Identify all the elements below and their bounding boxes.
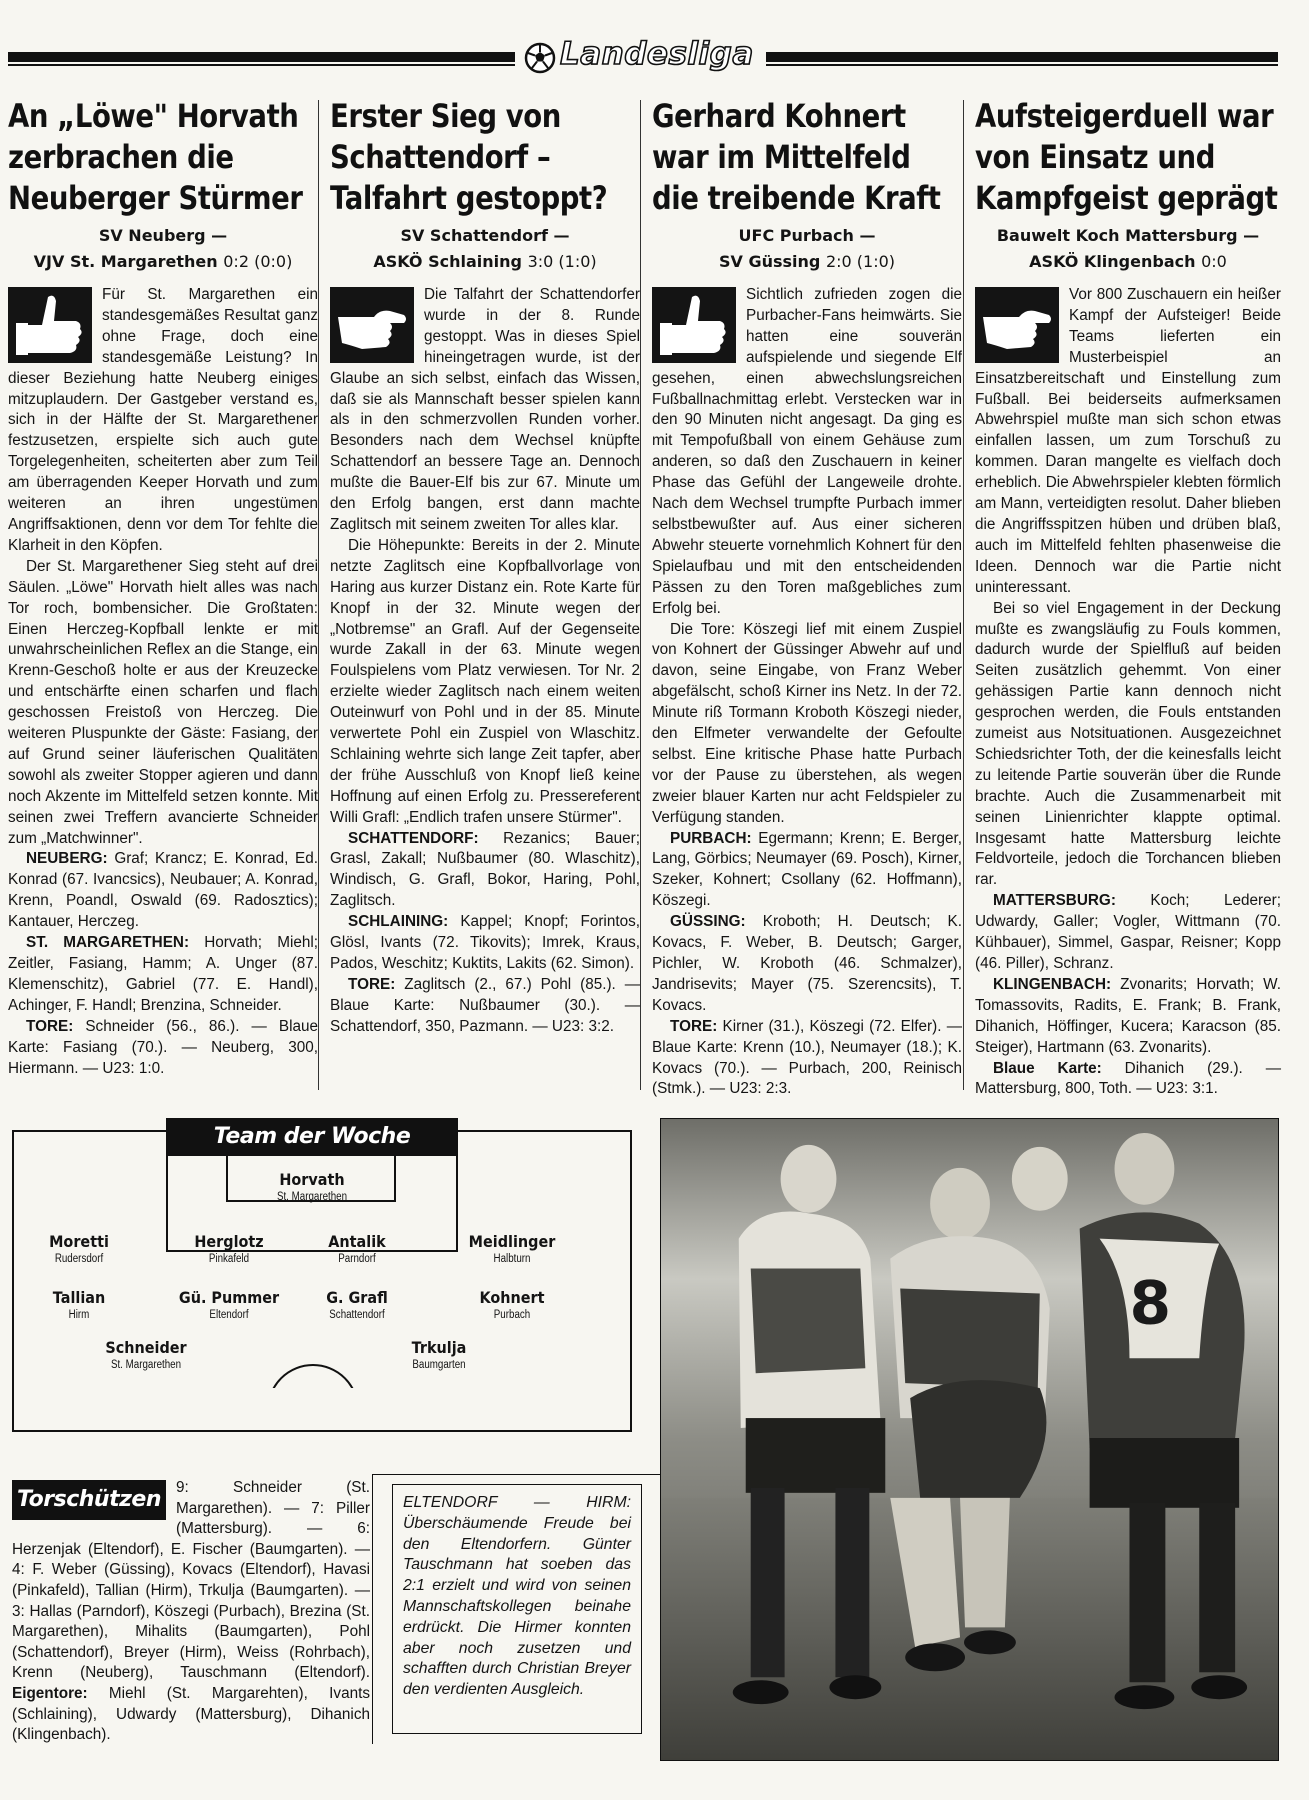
article-paragraph: Sichtlich zufrieden zogen die Purbacher-Fans heimwärts. Sie hatten eine souverän aufspielende und siegende Elf gesehen, einen abwechslungsreichen Fußballnachmittag erlebt. Verstecken war in den 90 Minuten nicht angesagt. Da ging es mit Tempofußball von einem Gehäuse zum anderen, so daß den Zuschauern in keiner Phase das Gefühl der Langeweile drohte. Nach dem Wechsel trumpfte Purbach immer selbstbewußter auf. Aus einer sicheren Abwehr steuerte vornehmlich Kohnert für den Spielaufbau und mit den entscheidenden Pässen zu den Toren maßgebliches zum Erfolg bei. [652,286,962,617]
player-name: G. Grafl [326,1288,388,1307]
player-name: Kohnert [479,1288,545,1307]
thumbs-up-icon [652,287,736,363]
player-club: Baumgarten [412,1359,466,1371]
match-score: 0:0 [1201,252,1227,271]
article-paragraph: Für St. Margarethen ein standesgemäßes Resultat ganz ohne Frage, doch eine standesgemäße Leistung? In dieser Beziehung hatte Neuberg einiges mitzuplaudern. Der Gastgeber verstand es, sich in der Hälfte der St. Margarethener festzusetzen, erspielte sich auch gute Torgelegenheiten, scheiterten aber zum Teil am überragenden Keeper Horvath und zum weiteren an ihren ungestümen Angriffsaktionen, denn vor dem Tor fehlte die Klarheit in den Köpfen. [8,286,318,554]
player-club: Parndorf [338,1253,376,1265]
player-club: St. Margarethen [276,1191,348,1203]
article-headline: Aufsteigerduell war von Einsatz und Kampfgeist geprägt [975,97,1278,217]
player-club: St. Margarethen [110,1359,182,1371]
player-club: Halbturn [493,1253,531,1265]
player-club: Pinkafeld [208,1253,250,1265]
match-result [975,223,1281,275]
team-lineup [330,975,640,1038]
lineup-players: Koch; Lederer; Udwardy, Galler; Vogler, Wittmann (70. Kühbauer), Simmel, Gaspar, Reisner; Kopp (46. Piller), Schranz. [975,892,1281,972]
player-club: Rudersdorf [54,1253,104,1265]
team-player [0,1232,164,1266]
team-player [227,1170,397,1204]
team-lineup [975,975,1281,1059]
celebration-photo-illustration [661,1119,1278,1760]
match-score: 2:0 (1:0) [825,252,896,271]
lineup-team: ST. MARGARETHEN: [26,934,190,952]
match-result [330,223,640,275]
home-team: Bauwelt Koch Mattersburg — [996,226,1260,245]
player-club: Schattendorf [329,1309,385,1321]
player-name: Gü. Pummer [178,1288,280,1307]
article-headline: An „Löwe" Horvath zerbrachen die Neuberger Stürmer [8,97,303,217]
article-paragraph: Der St. Margarethener Sieg steht auf drei Säulen. „Löwe" Horvath hielt alles was nach Tor roch, bombensicher. Die Großtaten: Einen Herczeg-Kopfball lenkte er mit unwahrscheinlichen Reflex an die Stange, ein Krenn-Geschoß holte er aus der Kreuzecke und entschärfte einen scharfen und flach geschossen Freistoß von Herczeg. Die weiteren Pluspunkte der Gäste: Fasiang, der auf Grund seiner läuferischen Qualitäten sowohl als zweiter Stopper agieren und dann noch Akzente im Mittelfeld setzen konnte. Mit seinen zwei Treffern avancierte Schneider zum „Matchwinner". [8,557,318,847]
team-lineup [975,891,1281,975]
team-lineup [330,912,640,975]
away-team: ASKÖ Klingenbach [1029,252,1196,271]
lineup-team: NEUBERG: [26,850,108,868]
team-player [427,1288,597,1322]
lineup-players: Dihanich (29.). — Mattersburg, 800, Toth. — U23: 3:1. [975,1059,1281,1098]
team-player [61,1338,231,1372]
team-lineup [652,829,962,913]
team-player [427,1232,597,1266]
article-headline: Gerhard Kohnert war im Mittelfeld die treibende Kraft [652,97,941,217]
article-2 [330,96,640,1038]
lineup-team: SCHATTENDORF: [348,829,479,847]
lineup-players: Schneider (56., 86.). — Blaue Karte: Fasiang (70.). — Neuberg, 300, Hiermann. — U23: 1:0. [8,1017,318,1077]
away-team: SV Güssing [718,252,821,271]
article-paragraph: Bei so viel Engagement in der Deckung mußte es zwangsläufig zu Fouls kommen, dadurch wurde der Spielfluß auf beiden Seiten zusätzlich gehemmt. Von einer gehässigen Partie kann dennoch nicht gesprochen werden, die Fouls entstanden zumeist aus Notsituationen. Ausgezeichnet Schiedsrichter Toth, der die keinesfalls leicht zu leitende Partie souverän über die Runde brachte. Auch die Zusammenarbeit mit seinen Linienrichter klappte optimal. Insgesamt hatte Mattersburg leichte Feldvorteile, jedoch die Torchancen blieben rar. [975,599,1281,889]
away-team: ASKÖ Schlaining [373,252,522,271]
player-club: Purbach [493,1309,531,1321]
team-lineup [8,1017,318,1080]
away-team: VJV St. Margarethen [33,252,218,271]
player-name: Schneider [105,1338,187,1357]
match-score: 0:2 (0:0) [223,252,293,271]
lineup-players: Egermann; Krenn; E. Berger, Lang, Görbics; Neumayer (69. Posch), Kirner, Szeker, Kohnert; Csollany (62. Hoffmann), Köszegi. [652,829,962,910]
lineup-team: TORE: [348,975,396,993]
lineup-team: GÜSSING: [670,913,746,931]
team-player [272,1232,442,1266]
scorers-title: Torschützen [12,1480,166,1520]
column-divider [318,100,319,1090]
lineup-players: Zaglitsch (2., 67.) Pohl (85.). — Blaue Karte: Nußbaumer (30.). — Schattendorf, 350, Pazmann. — U23: 3:2. [330,975,640,1035]
player-club: Eltendorf [209,1309,249,1321]
team-lineup [652,912,962,1017]
team-lineup [975,1059,1281,1101]
match-result [652,223,962,275]
lineup-team: PURBACH: [670,829,752,847]
team-player [272,1288,442,1322]
home-team: SV Schattendorf — [400,226,570,245]
section-masthead [8,36,1278,76]
own-goals-text: Miehl (St. Margarehten), Ivants (Schlaining), Udwardy (Mattersburg), Dihanich (Klingenbach). [12,1684,370,1744]
article-3 [652,96,962,1100]
article-paragraph: Vor 800 Zuschauern ein heißer Kampf der Aufsteiger! Beide Teams lieferten ein Musterbeispiel an Einsatzbereitschaft und Einstellung zum Fußball. Bei beiderseits aufmerksamen Abwehrspiel mußte man sich schon etwas einfallen lassen, um zum Torschuß zu kommen. Daran mangelte es vielfach doch erheblich. Die Abwehrspieler klebten förmlich am Mann, verteidigten resolut. Daher blieben die Angriffsspitzen hüben und drüben blaß, auch im Mittelfeld fehlten phasenweise die Ideen. Dennoch war die Partie nicht uninteressant. [975,286,1281,596]
thumbs-up-icon [8,287,92,363]
lineup-players: Kroboth; H. Deutsch; K. Kovacs, F. Weber, B. Deutsch; Garger, Pichler, W. Kroboth (46. Schmalzer), Jandrisevits; Mayer (75. Szerencsits), T. Kovacs. [652,913,962,1014]
article-body [8,285,318,1079]
thumbs-sideways-icon [330,287,414,363]
player-club: Hirm [68,1309,90,1321]
scorers-list [12,1478,370,1746]
article-paragraph: Die Talfahrt der Schattendorfer wurde in der 8. Runde gestoppt. Was in dieses Spiel hineingetragen wurde, ist der Glaube an sich selbst, einfach das Wissen, daß sie als Mannschaft besser spielen kann als in den schmerzvollen Runden vorher. Besonders nach dem Wechsel knüpfte Schattendorf an bessere Tage an. Dennoch mußte die Bauer-Elf bis zur 67. Minute um den Erfolg bangen, erst dann machte Zaglitsch mit seinem zweiten Tor alles klar. [330,286,640,533]
home-team: UFC Purbach — [738,226,876,245]
section-title: Landesliga [560,36,754,72]
player-name: Tallian [52,1288,106,1307]
team-player [0,1288,164,1322]
lineup-players: Horvath; Miehl; Zeitler, Fasiang, Hamm; A. Unger (87. Klemenschitz), Gabriel (77. E. Handl), Achinger, F. Handl; Brenzina, Schneider. [8,934,319,1014]
player-name: Trkulja [411,1338,467,1357]
match-score: 3:0 (1:0) [527,252,597,271]
photo-caption: ELTENDORF — HIRM: Überschäumende Freude bei den Eltendorfern. Günter Tauschmann hat soeben das 2:1 erzielt und wird von seinen Mannschaftskollegen beinahe erdrückt. Die Hirmer konnten aber noch zusetzen und schafften durch Christian Breyer den verdienten Ausgleich. [392,1484,642,1734]
player-name: Antalik [328,1232,386,1251]
article-4 [975,96,1281,1100]
article-paragraph: Die Höhepunkte: Bereits in der 2. Minute netzte Zaglitsch eine Kopfballvorlage von Haring aus kurzer Distanz ein. Rote Karte für Knopf in der 32. Minute wegen der „Notbremse" an Grafl. Auf der Gegenseite wurde Zakall in der 63. Minute wegen Foulspielens vom Platz verwiesen. Tor Nr. 2 erzielte wieder Zaglitsch nach einem weiten Outeinwurf von Pohl und in der 85. Minute verwertete Pohl ein Zuspiel von Wlaschitz. Schlaining wehrte sich lange Zeit tapfer, aber der frühe Ausschluß von Knopf ließ keine Hoffnung auf einen Erfolg zu. Pressereferent Willi Grafl: „Endlich trafen unsere Stürmer". [330,536,640,826]
lineup-team: SCHLAINING: [348,913,449,931]
article-body [330,285,640,1038]
player-name: Moretti [49,1232,109,1251]
article-headline: Erster Sieg von Schattendorf – Talfahrt gestoppt? [330,97,608,217]
scorers-text: 9: Schneider (St. Margarethen). — 7: Piller (Mattersburg). — 6: Herzenjak (Eltendorf), E. Fischer (Baumgarten). — 4: F. Weber (Güssing), Kovacs (Eltendorf), Havasi (Pinkafeld), Tallian (Hirm), Trkulja (Baumgarten). — 3: Hallas (Parndorf), Köszegi (Purbach), Brezina (St. Margarethen), Mihalits (Baumgarten), Pohl (Schattendorf), Breyer (Hirm), Weiss (Rohrbach), Krenn (Neuberg), Tauschmann (Eltendorf). [12,1479,370,1682]
lineup-players: Kirner (31.), Köszegi (72. Elfer). — Blaue Karte: Krenn (10.), Neumayer (18.); K. Kovacs (70.). — Purbach, 200, Reinisch (Stmk.). — U23: 2:3. [652,1017,962,1098]
article-body [652,285,962,1100]
lineup-team: MATTERSBURG: [993,892,1116,910]
team-lineup [330,829,640,913]
team-player [354,1338,524,1372]
column-divider [963,100,964,1090]
masthead-rule-left [8,52,515,62]
soccer-ball-icon [524,42,556,74]
team-of-week-pitch [12,1124,632,1432]
lineup-team: Blaue Karte: [993,1059,1102,1077]
lineup-team: KLINGENBACH: [993,975,1112,993]
team-lineup [652,1017,962,1101]
thumbs-sideways-icon [975,287,1059,363]
player-name: Meidlinger [468,1232,556,1251]
team-lineup [8,849,318,933]
lineup-team: TORE: [26,1017,74,1035]
article-body [975,285,1281,1100]
lineup-players: Zvonarits; Horvath; W. Tomassovits, Radits, E. Frank; B. Frank, Dihanich, Höffinger, Kucera; Karacson (85. Steiger), Hartmann (63. Zvonarits). [975,975,1282,1056]
match-photo [660,1118,1279,1761]
lineup-players: Rezanics; Bauer; Grasl, Zakall; Nußbaumer (80. Wlaschitz), Windisch, G. Grafl, Bokor, Haring, Pohl, Zaglitsch. [330,829,640,910]
own-goals-label: Eigentore: [12,1684,88,1702]
masthead-rule-right [766,52,1278,62]
article-paragraph: Die Tore: Köszegi lief mit einem Zuspiel von Kohnert der Güssinger Abwehr auf und davon, seine Eingabe, von Franz Weber abgefälscht, schoß Kirner ins Netz. In der 72. Minute riß Tormann Kroboth Köszegi nieder, den Elfmeter verwandelte der Gefoulte selbst. Eine kritische Phase hatte Purbach vor der Pause zu überstehen, als wegen zweier blauer Karten nur acht Feldspieler zu Verfügung standen. [652,620,962,826]
column-divider [640,100,641,1090]
match-result [8,223,318,275]
center-circle [267,1364,359,1456]
lineup-players: Kappel; Knopf; Forintos, Glösl, Ivants (72. Tikovits); Imrek, Kraus, Pados, Weschitz; Kuktits, Lakits (62. Simon). [330,913,640,972]
svg-text:8: 8 [1129,1268,1172,1339]
lineup-team: TORE: [670,1017,718,1035]
article-1 [8,96,318,1079]
team-lineup [8,933,318,1017]
home-team: SV Neuberg — [98,226,228,245]
player-name: Horvath [279,1170,345,1189]
lineup-players: Graf; Krancz; E. Konrad, Ed. Konrad (67. Ivancsics), Neubauer; A. Konrad, Krenn, Poandl, Oswald (69. Radosztics); Kantauer, Herczeg. [8,850,318,931]
team-of-week-title: Team der Woche [166,1118,458,1156]
player-name: Herglotz [194,1232,264,1251]
